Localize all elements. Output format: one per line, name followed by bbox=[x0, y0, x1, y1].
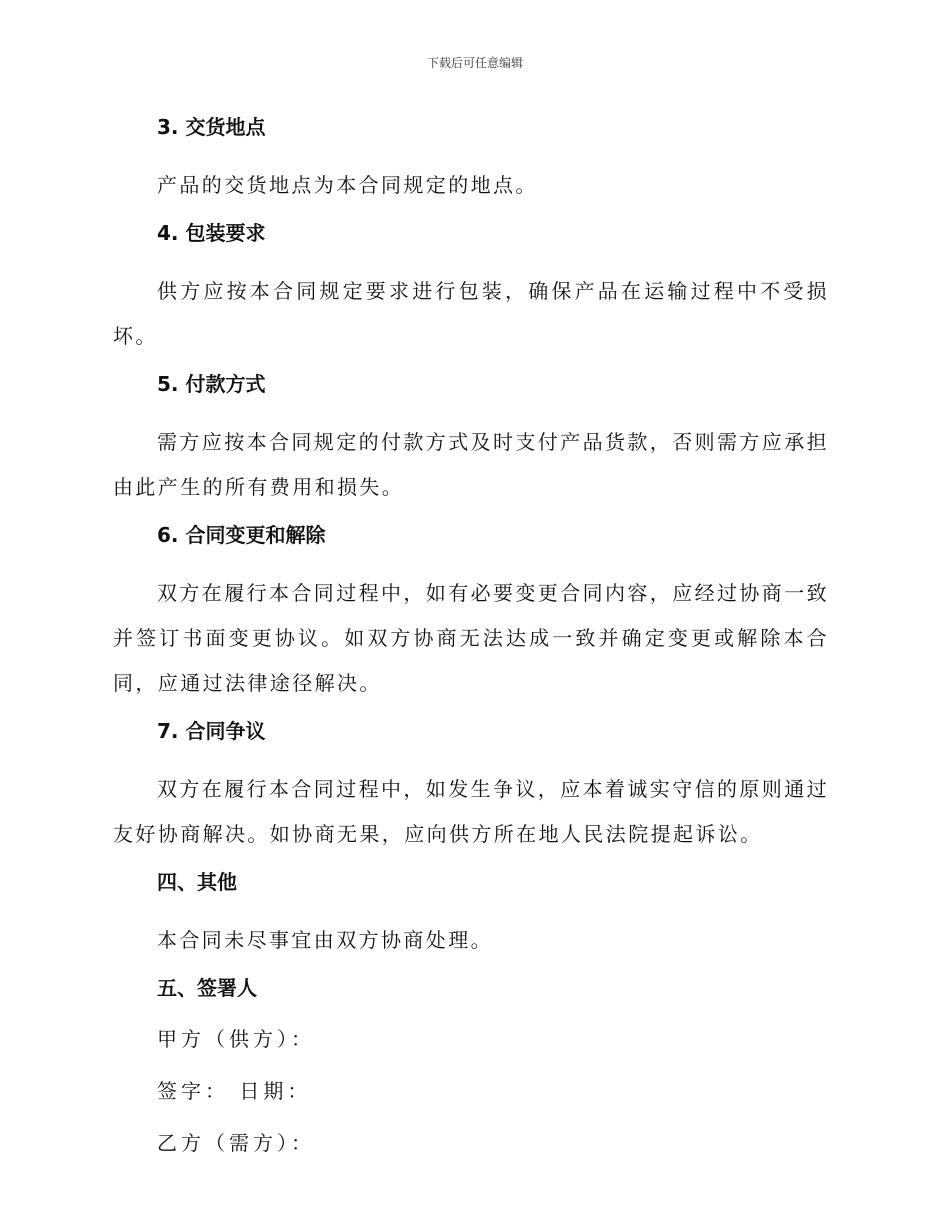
section-paragraph: 产品的交货地点为本合同规定的地点。 bbox=[157, 173, 538, 197]
signature-party-b: 乙方（需方）： bbox=[157, 1131, 315, 1155]
signature-party-a: 甲方（供方）： bbox=[157, 1027, 315, 1051]
section-heading: 4. 包装要求 bbox=[157, 221, 266, 245]
section-heading: 6. 合同变更和解除 bbox=[157, 523, 326, 547]
section-heading: 3. 交货地点 bbox=[157, 115, 266, 139]
section-paragraph: 双方在履行本合同过程中，如有必要变更合同内容，应经过协商一致并签订书面变更协议。如双方协商无法达成一致并确定变更或解除本合同，应通过法律途径解决。 bbox=[113, 581, 829, 695]
section-paragraph: 需方应按本合同规定的付款方式及时支付产品货款，否则需方应承担由此产生的所有费用和损失。 bbox=[113, 430, 829, 499]
section-heading: 5. 付款方式 bbox=[157, 372, 266, 396]
signature-date-line: 签字： 日期： bbox=[157, 1079, 312, 1103]
section-paragraph: 本合同未尽事宜由双方协商处理。 bbox=[157, 928, 493, 952]
page-header: 下载后可任意编辑 bbox=[426, 56, 523, 70]
section-heading: 四、其他 bbox=[157, 870, 237, 894]
section-paragraph: 供方应按本合同规定要求进行包装，确保产品在运输过程中不受损坏。 bbox=[113, 279, 829, 348]
section-heading: 7. 合同争议 bbox=[157, 719, 266, 743]
section-heading: 五、签署人 bbox=[157, 976, 257, 1000]
document-body bbox=[113, 112, 829, 1180]
section-paragraph: 双方在履行本合同过程中，如发生争议，应本着诚实守信的原则通过友好协商解决。如协商无果，应向供方所在地人民法院提起诉讼。 bbox=[113, 777, 829, 846]
